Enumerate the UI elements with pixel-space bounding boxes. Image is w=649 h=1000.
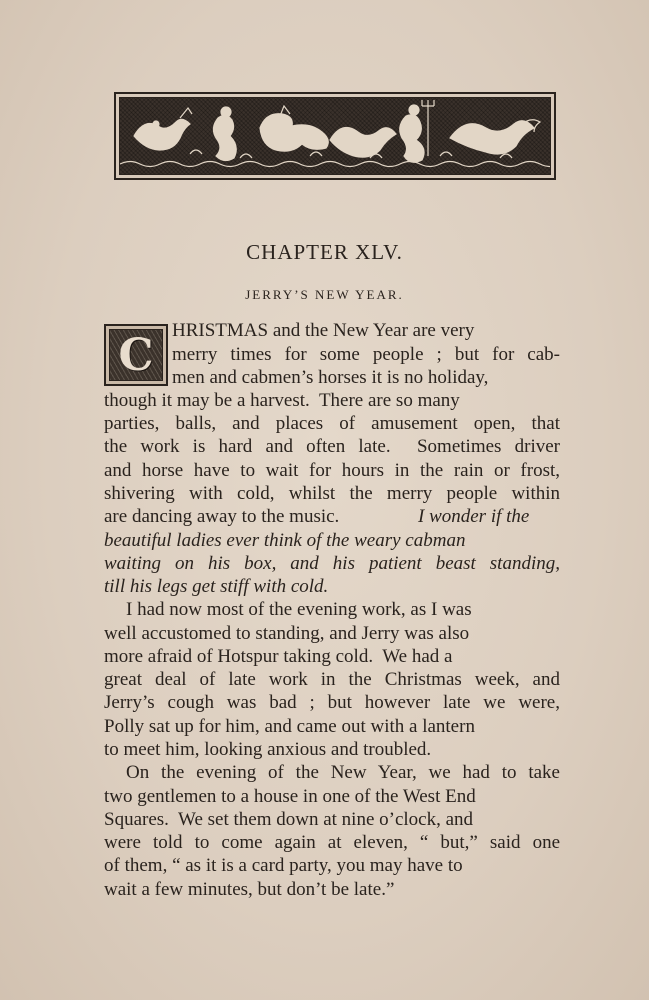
text-line: and horse have to wait for hours in the rain or frost,: [104, 460, 560, 481]
text-line: the work is hard and often late. Sometimes driver: [104, 436, 560, 457]
text-line: On the evening of the New Year, we had to take: [126, 762, 560, 783]
chapter-subtitle: JERRY’S NEW YEAR.: [245, 287, 404, 302]
text-line: of them, “ as it is a card party, you may have to: [104, 855, 463, 876]
text-line: I had now most of the evening work, as I was: [126, 599, 472, 620]
text-line: more afraid of Hotspur taking cold. We had a: [104, 646, 453, 667]
chapter-title: CHAPTER XLV.: [246, 240, 403, 264]
text-line-italic: beautiful ladies ever think of the weary cabman: [104, 530, 466, 551]
text-line: shivering with cold, whilst the merry people within: [104, 483, 560, 504]
text-line-italic: waiting on his box, and his patient beast standing,: [104, 553, 560, 574]
text-line: Jerry’s cough was bad ; but however late we were,: [104, 692, 560, 713]
text-line: parties, balls, and places of amusement open, that: [104, 413, 560, 434]
text-line: well accustomed to standing, and Jerry was also: [104, 623, 470, 644]
text-line: wait a few minutes, but don’t be late.”: [104, 879, 395, 900]
headpiece-engraving: [114, 92, 556, 180]
ornamental-letter-icon: [109, 329, 163, 381]
text-line: men and cabmen’s horses it is no holiday,: [172, 367, 489, 388]
sea-creatures-engraving-icon: [119, 97, 551, 175]
text-line: though it may be a harvest. There are so many: [104, 390, 460, 411]
text-line: were told to come again at eleven, “ but,” said one: [104, 832, 560, 853]
text-line: Squares. We set them down at nine o’clock, and: [104, 809, 474, 830]
text-line-italic: till his legs get stiff with cold.: [104, 576, 329, 597]
text-line: HRISTMAS and the New Year are very: [172, 320, 475, 341]
text-line: great deal of late work in the Christmas week, and: [104, 669, 560, 690]
text-line: merry times for some people ; but for cab-: [172, 344, 560, 365]
text-line-italic: I wonder if the: [418, 506, 530, 527]
text-line: two gentlemen to a house in one of the West End: [104, 786, 476, 807]
text-line: Polly sat up for him, and came out with a lantern: [104, 716, 475, 737]
text-line: to meet him, looking anxious and troubled.: [104, 739, 432, 760]
drop-cap-initial: [104, 324, 168, 386]
drop-cap-letter: C: [118, 330, 154, 381]
text-line: are dancing away to the music.: [104, 506, 340, 527]
